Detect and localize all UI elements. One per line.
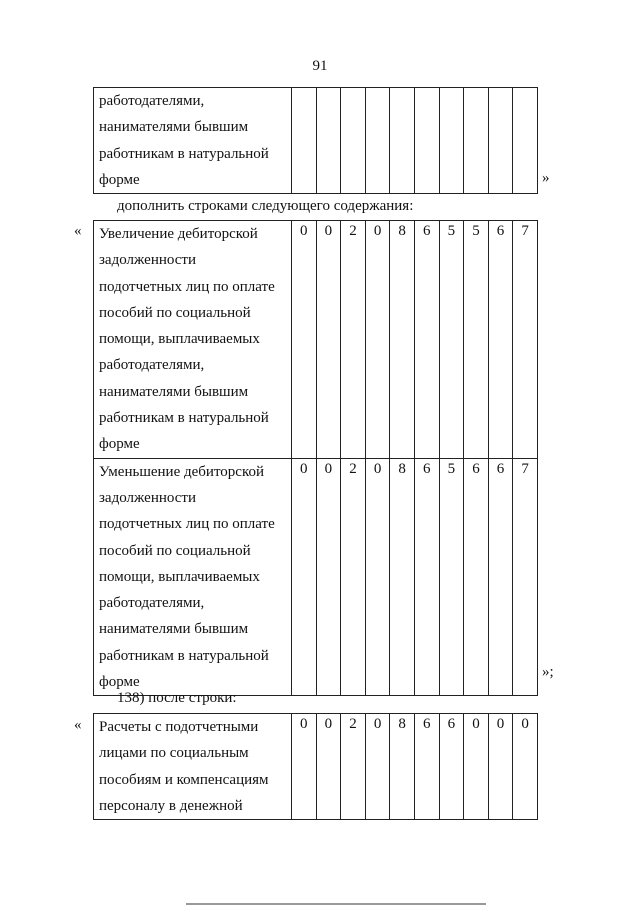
row-label: Увеличение дебиторской задолженности подотчетных лиц по оплате пособий по социальной помощи, выплачиваемых работодателями, нанимателями бывшим работникам в натуральной форме	[94, 221, 292, 459]
code-digit: 0	[316, 458, 341, 696]
close-quote: »	[542, 170, 550, 186]
page-bottom-edge	[186, 903, 486, 905]
close-quote: »;	[542, 664, 554, 680]
code-digit: 0	[316, 714, 341, 820]
table-row	[94, 458, 538, 696]
code-digit: 7	[513, 458, 538, 696]
code-digit: 6	[414, 714, 439, 820]
code-digit: 6	[488, 221, 513, 459]
code-digit: 8	[390, 221, 415, 459]
code-digit: 8	[390, 458, 415, 696]
code-digit: 2	[341, 221, 366, 459]
code-digit: 5	[464, 221, 489, 459]
code-digit: 6	[439, 714, 464, 820]
row-label: Расчеты с подотчетными лицами по социальным пособиям и компенсациям персоналу в денежной	[94, 714, 292, 820]
code-digit: 7	[513, 221, 538, 459]
code-digit: 6	[488, 458, 513, 696]
code-digit: 0	[365, 458, 390, 696]
code-digit	[414, 88, 439, 194]
code-digit: 0	[365, 221, 390, 459]
code-digit: 6	[414, 221, 439, 459]
code-digit: 0	[513, 714, 538, 820]
code-digit	[464, 88, 489, 194]
code-digit: 0	[316, 221, 341, 459]
code-digit: 5	[439, 458, 464, 696]
code-digit: 0	[292, 458, 317, 696]
open-quote: «	[74, 223, 82, 239]
table-row	[94, 221, 538, 459]
code-digit	[316, 88, 341, 194]
code-digit	[513, 88, 538, 194]
instruction-text: 138) после строки:	[117, 690, 237, 706]
code-digit: 8	[390, 714, 415, 820]
code-digit	[488, 88, 513, 194]
table-reference-row	[93, 713, 538, 820]
code-digit: 0	[488, 714, 513, 820]
table-continuation	[93, 87, 538, 194]
table-row	[94, 88, 538, 194]
code-digit: 0	[365, 714, 390, 820]
code-digit: 2	[341, 714, 366, 820]
code-digit: 0	[292, 221, 317, 459]
page-number: 91	[312, 58, 328, 74]
code-digit: 6	[414, 458, 439, 696]
table-row	[94, 714, 538, 820]
code-digit	[365, 88, 390, 194]
code-digit	[390, 88, 415, 194]
code-digit	[292, 88, 317, 194]
row-label: работодателями, нанимателями бывшим работникам в натуральной форме	[94, 88, 292, 194]
code-digit	[439, 88, 464, 194]
instruction-text: дополнить строками следующего содержания:	[117, 198, 414, 214]
code-digit	[341, 88, 366, 194]
code-digit: 5	[439, 221, 464, 459]
table-new-rows	[93, 220, 538, 696]
code-digit: 2	[341, 458, 366, 696]
code-digit: 0	[292, 714, 317, 820]
code-digit: 0	[464, 714, 489, 820]
row-label: Уменьшение дебиторской задолженности подотчетных лиц по оплате пособий по социальной помощи, выплачиваемых работодателями, нанимателями бывшим работникам в натуральной форме	[94, 458, 292, 696]
open-quote: «	[74, 717, 82, 733]
code-digit: 6	[464, 458, 489, 696]
